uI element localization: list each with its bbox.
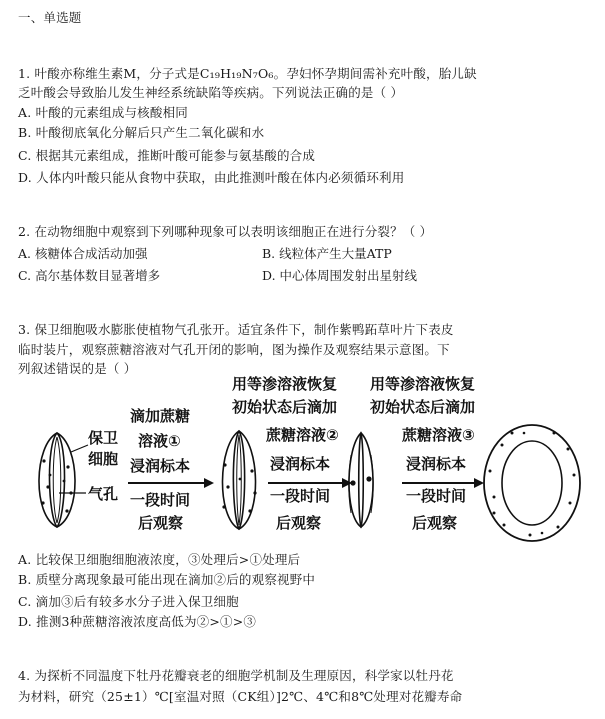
q3-stem-line-2: 临时装片，观察蔗糖溶液对气孔开闭的影响，图为操作及观察结果示意图。下 <box>18 342 450 357</box>
step2-line-2: 浸润标本 <box>270 455 331 473</box>
arrow-3-head <box>474 478 484 488</box>
q1-stem-line-1: 1. 叶酸亦称维生素M，分子式是C₁₉H₁₉N₇O₆。孕妇怀孕期间需补充叶酸，胎儿缺 <box>18 66 477 81</box>
q3-stem-line-3: 列叙述错误的是（ ） <box>18 361 137 376</box>
q2-option-a[interactable]: A. 核糖体合成活动加强 <box>18 246 148 261</box>
step2-line-1: 蔗糖溶液② <box>266 426 339 444</box>
label-guard: 保卫 <box>88 429 119 447</box>
q3-option-c[interactable]: C. 滴加③后有较多水分子进入保卫细胞 <box>18 594 239 609</box>
step2-line-3: 一段时间 <box>270 487 331 505</box>
step1-line-2: 溶液① <box>138 432 181 450</box>
guard-cell-after-2 <box>349 433 374 527</box>
q2-stem-line-1: 2. 在动物细胞中观察到下列哪种现象可以表明该细胞正在进行分裂？（ ） <box>18 224 433 239</box>
step1-line-1: 滴加蔗糖 <box>130 407 191 425</box>
q3-stem-line-1: 3. 保卫细胞吸水膨胀使植物气孔张开。适宜条件下，制作紫鸭跖草叶片下表皮 <box>18 322 454 337</box>
q3-option-b[interactable]: B. 质壁分离现象最可能出现在滴加②后的观察视野中 <box>18 572 316 587</box>
q2-option-b[interactable]: B. 线粒体产生大量ATP <box>262 246 392 261</box>
step3-line-3: 一段时间 <box>406 487 467 505</box>
step1-line-5: 后观察 <box>138 514 184 532</box>
q3-option-a[interactable]: A. 比较保卫细胞细胞液浓度，③处理后>①处理后 <box>18 552 301 567</box>
q4-stem-line-2: 为材料，研究（25±1）℃[室温对照（CK组）]2℃、4℃和8℃处理对花瓣寿命 <box>18 689 463 704</box>
step2-top-line-1: 用等渗溶液恢复 <box>232 375 338 393</box>
stomata-diagram <box>24 375 584 545</box>
guard-cell-initial <box>39 433 75 527</box>
step3-top-line-2: 初始状态后滴加 <box>370 398 476 416</box>
step3-line-4: 后观察 <box>412 514 458 532</box>
q1-option-b[interactable]: B. 叶酸彻底氧化分解后只产生二氧化碳和水 <box>18 125 265 140</box>
q2-option-d[interactable]: D. 中心体周围发射出星射线 <box>262 268 418 283</box>
q1-option-a[interactable]: A. 叶酸的元素组成与核酸相同 <box>18 105 188 120</box>
q1-stem-line-2: 乏叶酸会导致胎儿发生神经系统缺陷等疾病。下列说法正确的是（ ） <box>18 85 404 100</box>
step3-line-1: 蔗糖溶液③ <box>402 426 475 444</box>
arrow-1-head <box>204 478 214 488</box>
q3-option-d[interactable]: D. 推测3种蔗糖溶液浓度高低为②>①>③ <box>18 614 257 629</box>
label-cell: 细胞 <box>88 450 119 468</box>
step3-top-line-1: 用等渗溶液恢复 <box>370 375 476 393</box>
step2-top-line-2: 初始状态后滴加 <box>232 398 338 416</box>
step1-line-4: 一段时间 <box>130 491 191 509</box>
step2-line-4: 后观察 <box>276 514 322 532</box>
section-title: 一、单选题 <box>18 10 82 25</box>
step1-line-3: 浸润标本 <box>130 457 191 475</box>
guard-cell-after-1 <box>222 431 256 529</box>
label-stoma: 气孔 <box>88 485 119 503</box>
q4-stem-line-1: 4. 为探析不同温度下牡丹花瓣衰老的细胞学机制及生理原因，科学家以牡丹花 <box>18 668 454 683</box>
step3-line-2: 浸润标本 <box>406 455 467 473</box>
q1-option-c[interactable]: C. 根据其元素组成，推断叶酸可能参与氨基酸的合成 <box>18 148 316 163</box>
guard-cell-after-3 <box>484 425 580 541</box>
q2-option-c[interactable]: C. 高尔基体数目显著增多 <box>18 268 161 283</box>
q1-option-d[interactable]: D. 人体内叶酸只能从食物中获取，由此推测叶酸在体内必须循环利用 <box>18 170 405 185</box>
